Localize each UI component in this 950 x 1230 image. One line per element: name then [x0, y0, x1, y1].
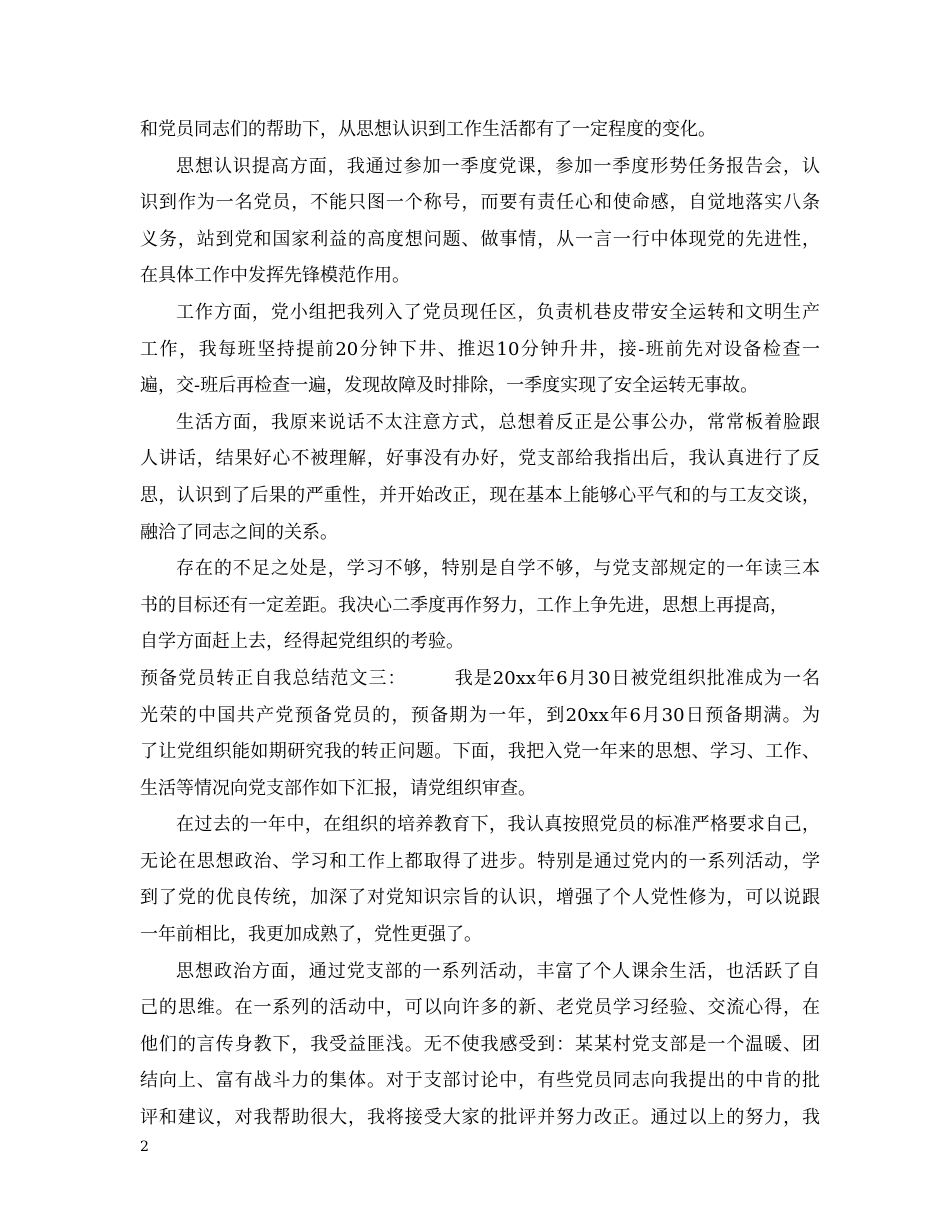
text-line: 在具体工作中发挥先锋模范作用。: [140, 265, 410, 287]
text-line: 存在的不足之处是，学习不够，特别是自学不够，与党支部规定的一年读三本: [176, 558, 820, 580]
text-line: 结向上、富有战斗力的集体。对于支部讨论中，有些党员同志向我提出的中肯的批: [140, 1070, 820, 1092]
text-line: 人讲话，结果好心不被理解，好事没有办好，党支部给我指出后，我认真进行了反: [140, 448, 820, 470]
text-line: 一年前相比，我更加成熟了，党性更强了。: [140, 924, 482, 946]
text-line: 书的目标还有一定差距。我决心二季度再作努力，工作上争先进，思想上再提高，: [140, 594, 788, 616]
text-line: 义务，站到党和国家利益的高度想问题、做事情，从一言一行中体现党的先进性，: [140, 228, 820, 250]
text-line: 思想认识提高方面，我通过参加一季度党课，参加一季度形势任务报告会，认: [176, 155, 820, 177]
text-line: 生活方面，我原来说话不太注意方式，总想着反正是公事公办，常常板着脸跟: [176, 411, 820, 433]
document-body: [140, 112, 820, 1137]
text-line: 他们的言传身教下，我受益匪浅。无不使我感受到：某某村党支部是一个温暖、团: [140, 1033, 820, 1055]
text-line: 光荣的中国共产党预备党员的，预备期为一年，到20xx年6月30日预备期满。为: [140, 704, 820, 726]
text-line: 和党员同志们的帮助下，从思想认识到工作生活都有了一定程度的变化。: [140, 119, 716, 140]
text-line: 到了党的优良传统，加深了对党知识宗旨的认识，增强了个人党性修为，可以说跟: [140, 887, 820, 909]
text-line: 遍，交-班后再检查一遍，发现故障及时排除，一季度实现了安全运转无事故。: [140, 375, 759, 397]
text-line: 工作，我每班坚持提前20分钟下井、推迟10分钟升井，接-班前先对设备检查一: [140, 338, 820, 360]
text-line: 思想政治方面，通过党支部的一系列活动，丰富了个人课余生活，也活跃了自: [176, 960, 820, 982]
page-number: 2: [140, 1139, 149, 1155]
text-line: 无论在思想政治、学习和工作上都取得了进步。特别是通过党内的一系列活动，学: [140, 850, 820, 872]
text-line: 融洽了同志之间的关系。: [140, 521, 338, 543]
text-line: 己的思维。在一系列的活动中，可以向许多的新、老党员学习经验、交流心得，在: [140, 997, 820, 1019]
text-line: 了让党组织能如期研究我的转正问题。下面，我把入党一年来的思想、学习、工作、: [140, 741, 820, 763]
text-line: 工作方面，党小组把我列入了党员现任区，负责机巷皮带安全运转和文明生产: [176, 301, 820, 323]
text-line: 在过去的一年中，在组织的培养教育下，我认真按照党员的标准严格要求自己，: [176, 814, 820, 836]
text-line: 生活等情况向党支部作如下汇报，请党组织审查。: [140, 777, 536, 799]
text-line: 评和建议，对我帮助很大，我将接受大家的批评并努力改正。通过以上的努力，我: [140, 1107, 820, 1129]
section-heading-line: 预备党员转正自我总结范文三： 我是20xx年6月30日被党组织批准成为一名: [140, 667, 820, 689]
text-line: 自学方面赶上去，经得起党组织的考验。: [140, 631, 464, 653]
text-line: 识到作为一名党员，不能只图一个称号，而要有责任心和使命感，自觉地落实八条: [140, 192, 820, 214]
text-line: 思，认识到了后果的严重性，并开始改正，现在基本上能够心平气和的与工友交谈，: [140, 484, 820, 506]
